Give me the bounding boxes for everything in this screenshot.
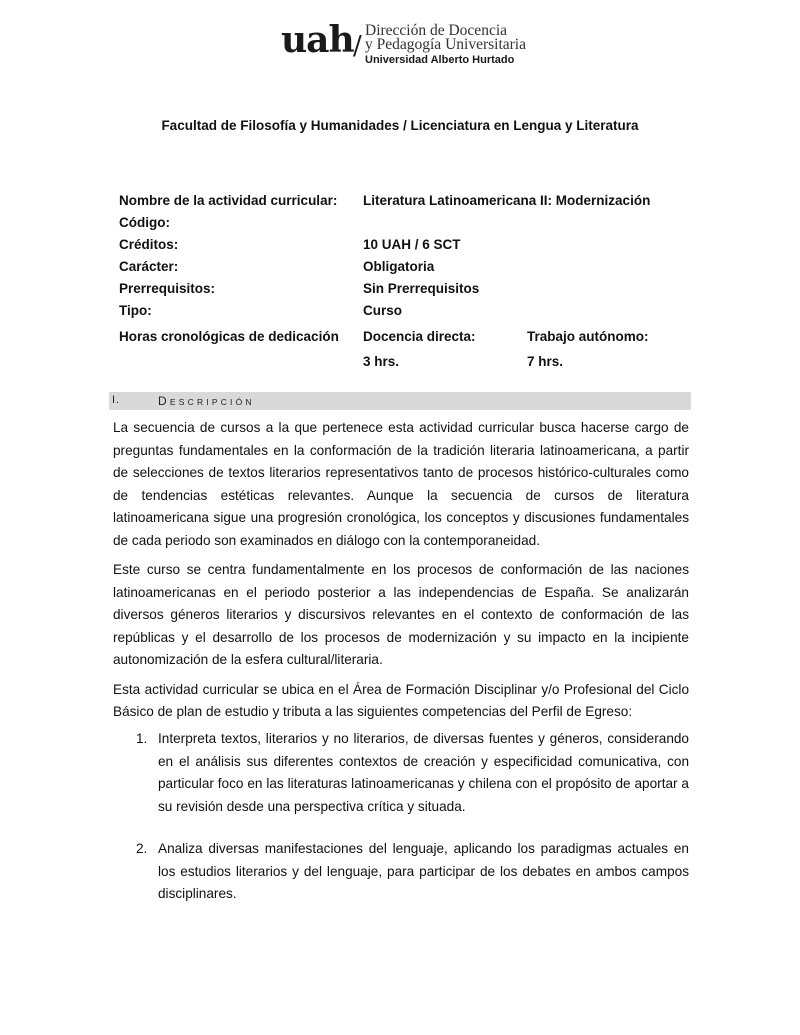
uah-logo	[281, 18, 531, 68]
caracter-label: Carácter:	[119, 259, 179, 274]
nombre-label: Nombre de la actividad curricular:	[119, 193, 338, 208]
codigo-label: Código:	[119, 215, 170, 230]
description-paragraph-2: Este curso se centra fundamentalmente en los procesos de conformación de las naciones latinoamericanas en el periodo posterior a las independencias de España. Se analizarán diversos géneros literarios y discursivos relevantes en el contexto de conformación de las repúblicas y el desarrollo de los procesos de modernización y su impacto en la incipiente autonomización de la esfera cultural/literaria.	[113, 562, 689, 667]
section-title-rest: ESCRIPCIÓN	[169, 397, 255, 407]
logo-university-name: Universidad Alberto Hurtado	[365, 54, 515, 66]
competency-number: 2.	[136, 841, 148, 856]
competency-text: Analiza diversas manifestaciones del lenguaje, aplicando los paradigmas actuales en los estudios literarios y del lenguaje, para participar de los debates en ambos campos disciplinares.	[158, 841, 689, 901]
logo-department-line1: Dirección de Docencia	[365, 22, 508, 39]
competency-number: 1.	[136, 731, 148, 746]
section-number: I.	[112, 394, 121, 406]
docencia-value: 3 hrs.	[363, 354, 400, 369]
logo-department-line2: y Pedagogía Universitaria	[365, 36, 526, 53]
competencies-list	[113, 728, 689, 818]
horas-label: Horas cronológicas de dedicación	[119, 329, 339, 344]
section-title-initial: D	[158, 394, 170, 408]
description-paragraph-1: La secuencia de cursos a la que pertenece esta actividad curricular busca hacerse cargo de preguntas fundamentales en la conformación de la tradición literaria latinoamericana, a partir de selecciones de textos literarios representativos tanto de procesos histórico-culturales como de tendencias estéticas relevantes. Aunque la secuencia de cursos de literatura latinoamericana sigue una progresión cronológica, los conceptos y discusiones fundamentales de cada periodo son examinados en diálogo con la contemporaneidad.	[113, 420, 689, 548]
autonomo-label: Trabajo autónomo:	[527, 329, 649, 344]
creditos-label: Créditos:	[119, 237, 179, 252]
docencia-label: Docencia directa:	[363, 329, 476, 344]
tipo-label: Tipo:	[119, 303, 152, 318]
logo-slash: /	[353, 31, 362, 61]
competencies-list-2	[113, 838, 689, 906]
description-body	[113, 417, 689, 731]
prerrequisitos-label: Prerrequisitos:	[119, 281, 216, 296]
section-title	[158, 394, 255, 408]
caracter-value: Obligatoria	[363, 259, 435, 274]
competency-text: Interpreta textos, literarios y no literarios, de diversas fuentes y géneros, considerando en el análisis sus diferentes contextos de creación y especificidad comunicativa, con particular foco en las literaturas latinoamericanas y chilena con el propósito de aportar a su revisión desde una perspectiva crítica y situada.	[158, 731, 689, 814]
description-paragraph-3: Esta actividad curricular se ubica en el Área de Formación Disciplinar y/o Profesional del Ciclo Básico de plan de estudio y tributa a las siguientes competencias del Perfil de Egreso:	[113, 681, 689, 719]
creditos-value: 10 UAH / 6 SCT	[363, 237, 461, 252]
faculty-heading: Facultad de Filosofía y Humanidades / Licenciatura en Lengua y Literatura	[161, 118, 639, 133]
list-item	[113, 728, 689, 818]
prerrequisitos-value: Sin Prerrequisitos	[363, 281, 480, 296]
list-item	[113, 838, 689, 906]
tipo-value: Curso	[363, 303, 403, 318]
logo-mark: uah	[281, 19, 354, 61]
nombre-value: Literatura Latinoamericana II: Modernización	[363, 193, 651, 208]
autonomo-value: 7 hrs.	[527, 354, 564, 369]
section-heading-descripcion	[109, 392, 691, 410]
